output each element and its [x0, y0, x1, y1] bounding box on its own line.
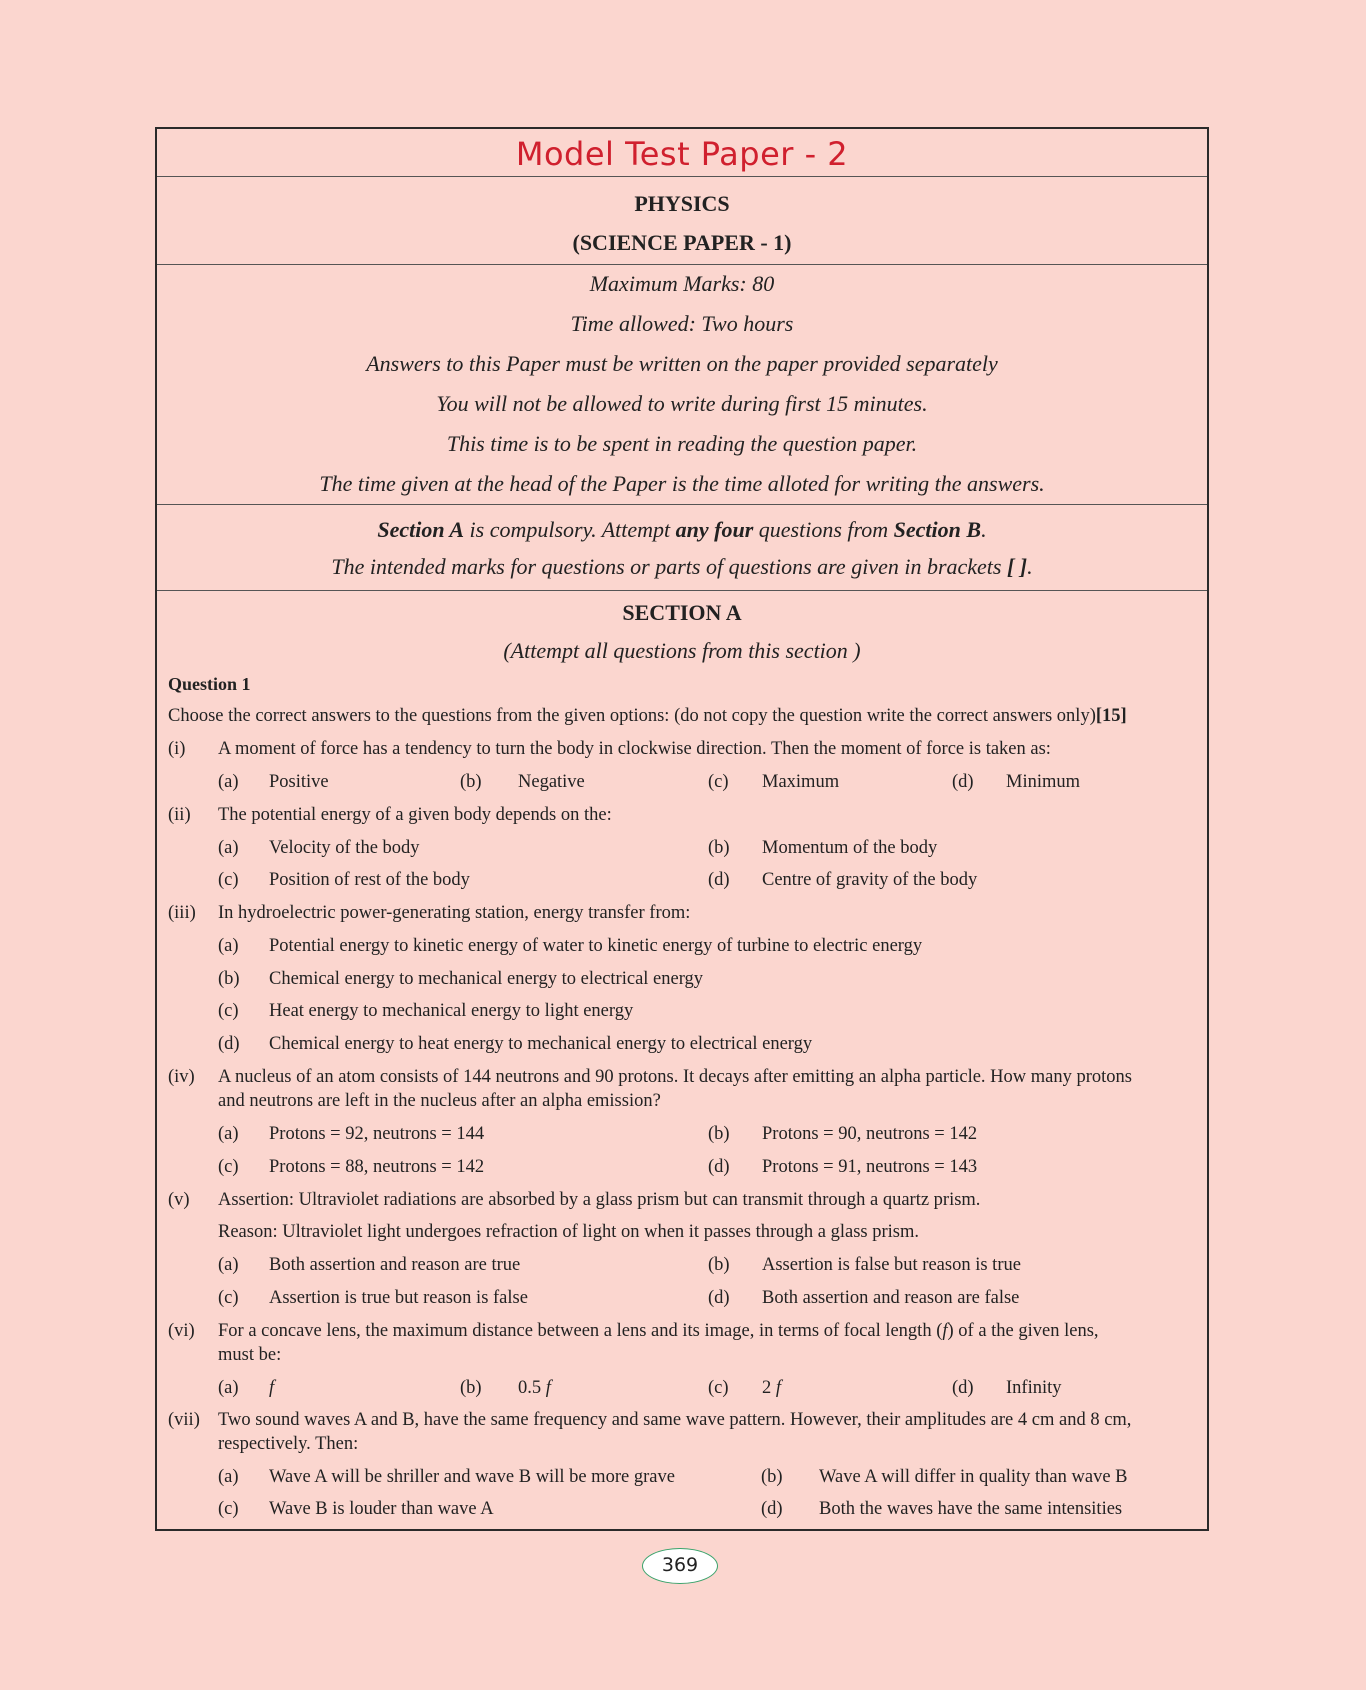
divider — [157, 264, 1207, 265]
option-label: (a) — [218, 1255, 239, 1275]
option-text: Both assertion and reason are false — [762, 1288, 1020, 1308]
instruction-line: Time allowed: Two hours — [570, 311, 794, 336]
option-label: (d) — [761, 1499, 783, 1519]
option-text-part: 2 — [762, 1378, 776, 1398]
instruction-line: Maximum Marks: 80 — [589, 271, 775, 296]
question-text: Two sound waves A and B, have the same frequency and same wave pattern. However, their amplitudes are 4 cm and 8 cm, — [218, 1410, 1132, 1430]
instruction-line: The time given at the head of the Paper is the time alloted for writing the answers. — [319, 471, 1045, 496]
question-text: A nucleus of an atom consists of 144 neutrons and 90 protons. It decays after emitting an alpha particle. How many protons — [218, 1067, 1132, 1087]
directions-text: is compulsory. Attempt — [464, 517, 676, 542]
option-label: (d) — [952, 772, 974, 792]
subject-heading: PHYSICS — [634, 191, 730, 216]
option-text: Both assertion and reason are true — [269, 1255, 521, 1275]
option-label: (b) — [460, 1378, 482, 1398]
option-text — [762, 1378, 781, 1399]
option-text: Position of rest of the body — [269, 870, 470, 890]
directions-text: . — [981, 517, 987, 542]
option-label: (a) — [218, 1124, 239, 1144]
directions-text: . — [1027, 554, 1033, 579]
instruction-line: Answers to this Paper must be written on the paper provided separately — [366, 351, 998, 376]
option-label: (a) — [218, 772, 239, 792]
option-text: Potential energy to kinetic energy of water to kinetic energy of turbine to electric energy — [269, 936, 923, 956]
section-a-ref: Section A — [377, 517, 465, 542]
option-label: (c) — [218, 1001, 239, 1021]
question-number: (v) — [168, 1190, 190, 1210]
option-label: (c) — [218, 1288, 239, 1308]
question-text: The potential energy of a given body depends on the: — [218, 805, 612, 825]
directions-text: The intended marks for questions or parts of questions are given in brackets — [331, 554, 1007, 579]
option-text: Infinity — [1006, 1378, 1062, 1398]
brackets-text: [ ] — [1006, 554, 1028, 579]
question-text: must be: — [218, 1345, 282, 1365]
question-number: (iv) — [168, 1067, 195, 1087]
option-text: Negative — [518, 772, 585, 792]
option-label: (d) — [708, 1288, 730, 1308]
exam-paper-frame — [155, 127, 1209, 1531]
instruction-line: You will not be allowed to write during first 15 minutes. — [436, 391, 928, 416]
question-text-part: ) of a the given lens, — [947, 1321, 1099, 1341]
any-four-text: any four — [675, 517, 754, 542]
question-number: (ii) — [168, 805, 191, 825]
focal-length-symbol: f — [942, 1321, 948, 1341]
option-text — [518, 1378, 551, 1399]
option-text: Chemical energy to mechanical energy to electrical energy — [269, 969, 704, 989]
section-b-ref: Section B — [893, 517, 982, 542]
option-label: (b) — [708, 838, 730, 858]
option-text: Both the waves have the same intensities — [819, 1499, 1123, 1519]
question-text: Assertion: Ultraviolet radiations are absorbed by a glass prism but can transmit through a quartz prism. — [218, 1190, 981, 1210]
option-label: (c) — [218, 870, 239, 890]
option-text-part: 0.5 — [518, 1378, 546, 1398]
page-title: Model Test Paper - 2 — [515, 135, 849, 173]
option-text: Protons = 88, neutrons = 142 — [269, 1157, 485, 1177]
option-text: Minimum — [1006, 772, 1081, 792]
directions-line-2 — [157, 554, 1207, 580]
question-label: Question 1 — [168, 674, 251, 694]
question-text: respectively. Then: — [218, 1434, 359, 1454]
option-text: Maximum — [762, 772, 840, 792]
paper-heading: (SCIENCE PAPER - 1) — [572, 230, 792, 255]
question-text: Reason: Ultraviolet light undergoes refraction of light on when it passes through a glass prism. — [218, 1222, 919, 1242]
option-label: (b) — [708, 1124, 730, 1144]
option-label: (a) — [218, 936, 239, 956]
question-text-part: For a concave lens, the maximum distance between a lens and its image, in terms of focal length ( — [218, 1321, 943, 1341]
option-text: Positive — [269, 772, 329, 792]
option-label: (c) — [708, 1378, 729, 1398]
option-label: (b) — [761, 1467, 783, 1487]
option-text: Centre of gravity of the body — [762, 870, 978, 890]
question-text: and neutrons are left in the nucleus after an alpha emission? — [218, 1091, 661, 1111]
option-label: (a) — [218, 1378, 239, 1398]
option-label: (a) — [218, 838, 239, 858]
option-text: Assertion is true but reason is false — [269, 1288, 528, 1308]
option-label: (d) — [708, 1157, 730, 1177]
question-text — [218, 1321, 1099, 1342]
question-number: (iii) — [168, 903, 196, 923]
section-heading: SECTION A — [622, 600, 742, 625]
marks-text: [15] — [1095, 706, 1127, 726]
question-number: (vi) — [168, 1321, 195, 1341]
directions-text: questions from — [753, 517, 894, 542]
instruction-line: This time is to be spent in reading the question paper. — [446, 431, 918, 456]
option-label: (d) — [218, 1034, 240, 1054]
option-label: (c) — [218, 1499, 239, 1519]
question-text: A moment of force has a tendency to turn the body in clockwise direction. Then the moment of force is taken as: — [218, 739, 1051, 759]
option-text: Heat energy to mechanical energy to light energy — [269, 1001, 634, 1021]
option-text: Assertion is false but reason is true — [762, 1255, 1021, 1275]
option-text: Protons = 90, neutrons = 142 — [762, 1124, 978, 1144]
instruction-text: Choose the correct answers to the questions from the given options: (do not copy the question write the correct answers only) — [168, 706, 1096, 726]
divider — [157, 176, 1207, 177]
option-label: (c) — [708, 772, 729, 792]
option-label: (b) — [460, 772, 482, 792]
option-text: Momentum of the body — [762, 838, 938, 858]
option-text: Velocity of the body — [269, 838, 420, 858]
option-text: Chemical energy to heat energy to mechanical energy to electrical energy — [269, 1034, 813, 1054]
option-text: Wave A will differ in quality than wave B — [819, 1467, 1128, 1487]
focal-length-symbol: f — [775, 1378, 782, 1398]
question-number: (i) — [168, 739, 186, 759]
option-label: (d) — [952, 1378, 974, 1398]
directions-line-1 — [157, 517, 1207, 543]
page-number: 369 — [642, 1548, 718, 1584]
question-text: In hydroelectric power-generating station, energy transfer from: — [218, 903, 691, 923]
option-label: (b) — [218, 969, 240, 989]
option-label: (b) — [708, 1255, 730, 1275]
option-label: (d) — [708, 870, 730, 890]
focal-length-symbol: f — [545, 1378, 551, 1398]
question-instruction — [168, 706, 1127, 727]
option-text: f — [269, 1378, 275, 1398]
divider — [157, 504, 1207, 505]
divider — [157, 590, 1207, 591]
option-text: Wave A will be shriller and wave B will be more grave — [269, 1467, 675, 1487]
option-label: (c) — [218, 1157, 239, 1177]
option-text: Protons = 92, neutrons = 144 — [269, 1124, 485, 1144]
option-label: (a) — [218, 1467, 239, 1487]
option-text: Protons = 91, neutrons = 143 — [762, 1157, 978, 1177]
question-number: (vii) — [168, 1410, 200, 1430]
option-text: Wave B is louder than wave A — [269, 1499, 494, 1519]
section-subheading: (Attempt all questions from this section ) — [503, 638, 861, 663]
